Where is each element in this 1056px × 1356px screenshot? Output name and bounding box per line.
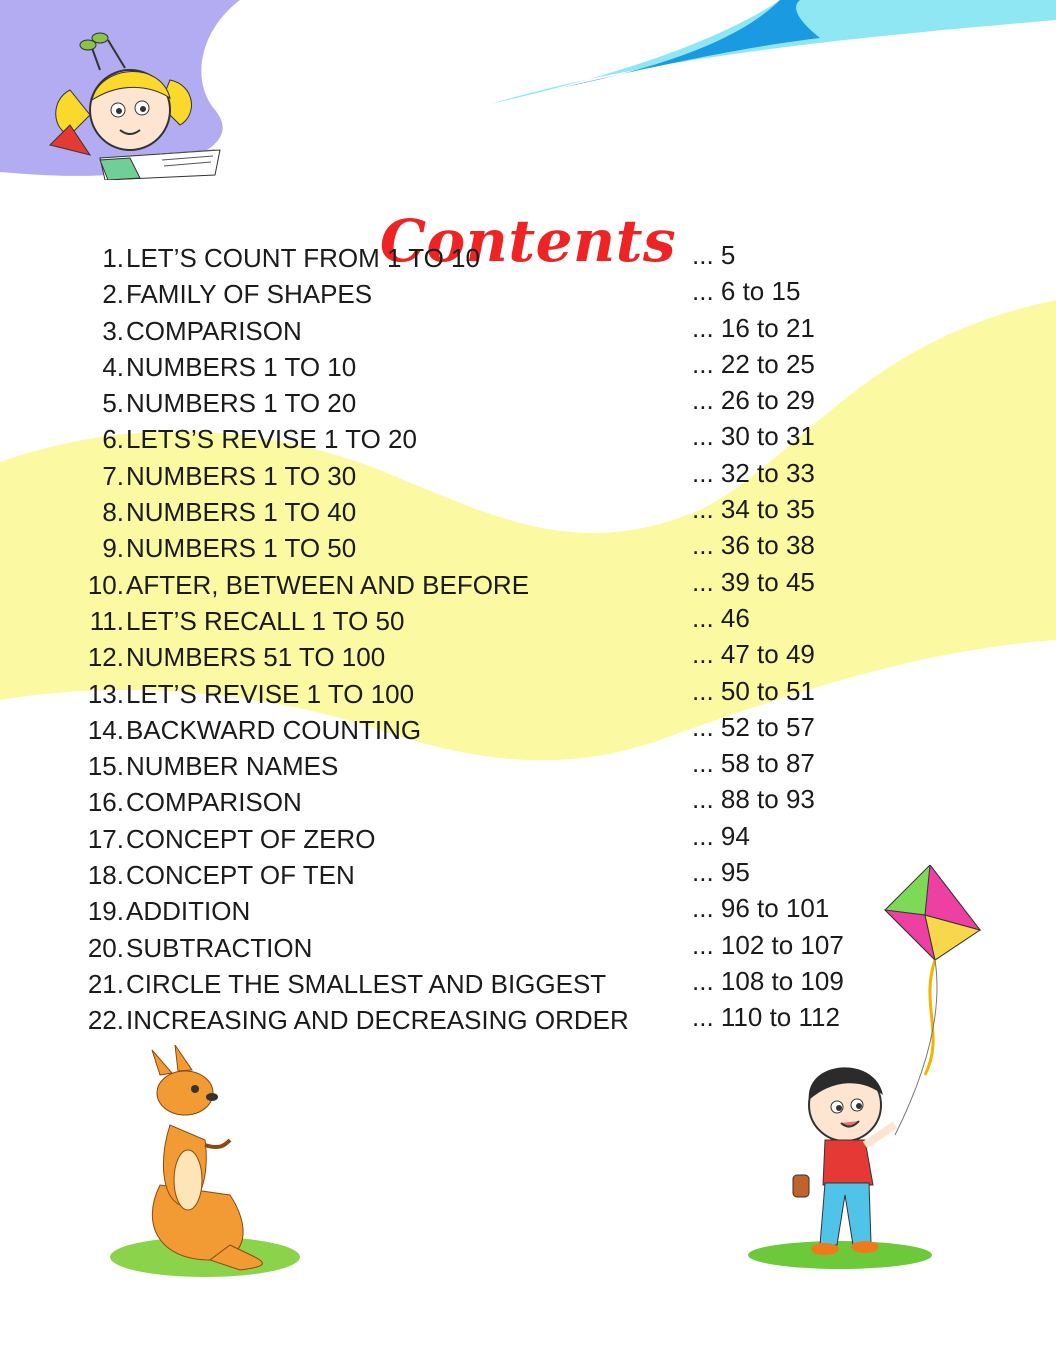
entry-title: NUMBERS 1 TO 20 xyxy=(126,388,357,419)
entry-title: COMPARISON xyxy=(126,315,302,346)
entry-title: SUBTRACTION xyxy=(126,932,313,963)
entry-number: 11. xyxy=(89,605,124,636)
contents-entry xyxy=(0,639,1056,675)
entry-number: 2. xyxy=(102,279,124,310)
contents-entry xyxy=(0,494,1056,530)
entry-title: LET’S REVISE 1 TO 100 xyxy=(126,678,415,709)
contents-entry xyxy=(0,276,1056,312)
entry-pages: ... 30 to 31 xyxy=(692,421,815,452)
entry-pages: ... 88 to 93 xyxy=(692,784,815,815)
entry-title: NUMBER NAMES xyxy=(126,751,339,782)
entry-pages: ... 32 to 33 xyxy=(692,457,815,488)
entry-title: NUMBERS 51 TO 100 xyxy=(126,642,386,673)
entry-number: 15. xyxy=(87,751,124,782)
entry-title: CONCEPT OF ZERO xyxy=(126,823,376,854)
entry-number: 19. xyxy=(87,896,124,927)
contents-entry xyxy=(0,349,1056,385)
entry-number: 5. xyxy=(102,388,124,419)
contents-entry xyxy=(0,676,1056,712)
entry-number: 12. xyxy=(87,642,124,673)
contents-entry xyxy=(0,603,1056,639)
entry-pages: ... 5 xyxy=(692,240,736,270)
entry-pages: ... 52 to 57 xyxy=(692,711,815,742)
entry-number: 17. xyxy=(87,823,124,854)
entry-number: 7. xyxy=(102,460,124,491)
contents-entry xyxy=(0,385,1056,421)
entry-title: FAMILY OF SHAPES xyxy=(126,279,373,310)
entry-pages: ... 58 to 87 xyxy=(692,748,815,779)
entry-title: LETS’S REVISE 1 TO 20 xyxy=(126,424,417,455)
entry-pages: ... 102 to 107 xyxy=(692,929,844,960)
entry-pages: ... 110 to 112 xyxy=(692,1002,840,1033)
entry-title: CONCEPT OF TEN xyxy=(126,860,355,891)
entry-title: LET’S RECALL 1 TO 50 xyxy=(126,605,405,636)
contents-entry xyxy=(0,240,1056,276)
contents-entry xyxy=(0,530,1056,566)
entry-pages: ... 50 to 51 xyxy=(692,675,815,706)
contents-entry xyxy=(0,421,1056,457)
entry-title: ADDITION xyxy=(126,896,251,927)
entry-pages: ... 26 to 29 xyxy=(692,385,815,416)
entry-pages: ... 47 to 49 xyxy=(692,639,815,670)
entry-pages: ... 96 to 101 xyxy=(692,893,830,924)
entry-pages: ... 39 to 45 xyxy=(692,566,815,597)
contents-entry xyxy=(0,784,1056,820)
entry-pages: ... 34 to 35 xyxy=(692,494,815,525)
entry-title: NUMBERS 1 TO 30 xyxy=(126,460,357,491)
entry-title: LET’S COUNT FROM 1 TO 10 xyxy=(126,243,480,273)
kangaroo-illustration xyxy=(100,1045,300,1280)
contents-entry xyxy=(0,567,1056,603)
entry-number: 20. xyxy=(87,932,124,963)
boy-with-kite-illustration xyxy=(745,865,1010,1270)
contents-entry xyxy=(0,458,1056,494)
page-title: Contents xyxy=(379,206,677,275)
entry-pages: ... 94 xyxy=(692,820,750,851)
entry-number: 1. xyxy=(102,243,124,273)
entry-title: NUMBERS 1 TO 10 xyxy=(126,351,357,382)
entry-pages: ... 95 xyxy=(692,857,750,888)
entry-title: NUMBERS 1 TO 50 xyxy=(126,533,357,564)
contents-entry xyxy=(0,712,1056,748)
girl-reading-illustration xyxy=(30,30,230,180)
entry-number: 16. xyxy=(87,787,124,818)
entry-pages: ... 36 to 38 xyxy=(692,530,815,561)
entry-number: 9. xyxy=(102,533,124,564)
contents-entry xyxy=(0,821,1056,857)
entry-number: 14. xyxy=(87,714,124,745)
entry-title: INCREASING AND DECREASING ORDER xyxy=(126,1005,629,1036)
entry-number: 13. xyxy=(87,678,124,709)
entry-pages: ... 46 xyxy=(692,602,750,633)
entry-title: NUMBERS 1 TO 40 xyxy=(126,497,357,528)
entry-number: 6. xyxy=(102,424,124,455)
entry-title: CIRCLE THE SMALLEST AND BIGGEST xyxy=(126,968,607,999)
entry-number: 22. xyxy=(87,1005,124,1036)
entry-pages: ... 16 to 21 xyxy=(692,312,815,343)
entry-pages: ... 108 to 109 xyxy=(692,965,844,996)
entry-title: BACKWARD COUNTING xyxy=(126,714,422,745)
entry-title: COMPARISON xyxy=(126,787,302,818)
entry-number: 8. xyxy=(102,497,124,528)
entry-number: 4. xyxy=(102,351,124,382)
entry-pages: ... 22 to 25 xyxy=(692,348,815,379)
entry-number: 18. xyxy=(87,860,124,891)
entry-pages: ... 6 to 15 xyxy=(692,276,801,307)
entry-number: 3. xyxy=(102,315,124,346)
entry-number: 21. xyxy=(87,968,124,999)
contents-entry xyxy=(0,313,1056,349)
entry-number: 10. xyxy=(87,569,124,600)
entry-title: AFTER, BETWEEN AND BEFORE xyxy=(126,569,530,600)
contents-entry xyxy=(0,748,1056,784)
